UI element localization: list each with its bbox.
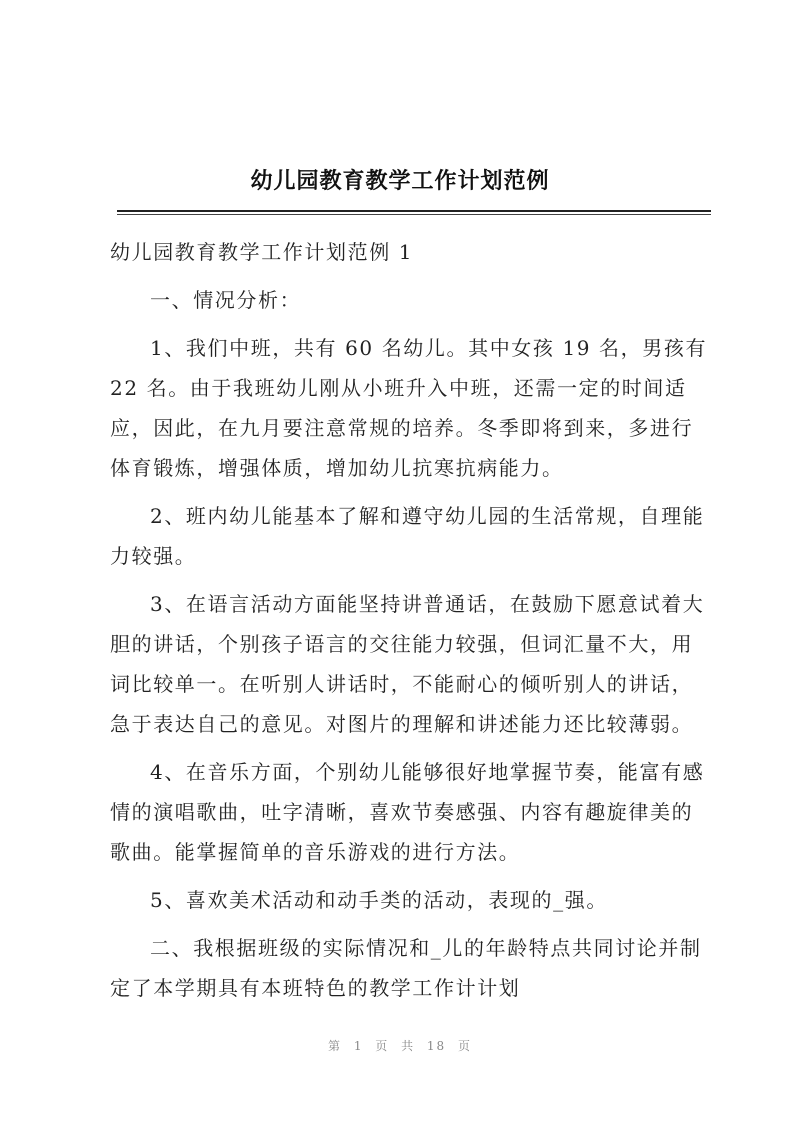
title-divider-thin	[117, 214, 711, 215]
document-body	[110, 232, 714, 1016]
paragraph-heading-situation: 一、情况分析：	[150, 288, 302, 312]
paragraph-4: 4、在音乐方面，个别幼儿能够很好地掌握节奏，能富有感情的演唱歌曲，吐字清晰，喜欢节奏感强、内容有趣旋律美的歌曲。能掌握简单的音乐游戏的进行方法。	[110, 760, 705, 864]
paragraph-2: 2、班内幼儿能基本了解和遵守幼儿园的生活常规，自理能力较强。	[110, 504, 705, 568]
paragraph-3: 3、在语言活动方面能坚持讲普通话，在鼓励下愿意试着大胆的讲话，个别孩子语言的交往能力较强，但词汇量不大，用词比较单一。在听别人讲话时，不能耐心的倾听别人的讲话，急于表达自己的意见。对图片的理解和讲述能力还比较薄弱。	[110, 592, 705, 736]
page-title: 幼儿园教育教学工作计划范例	[250, 168, 550, 194]
paragraph-5: 5、喜欢美术活动和动手类的活动，表现的_强。	[150, 888, 608, 912]
paragraph-heading-plan: 二、我根据班级的实际情况和_儿的年龄特点共同讨论并制定了本学期具有本班特色的教学工作计计划	[110, 936, 702, 1000]
page-number-footer: 第 1 页 共 18 页	[328, 1039, 472, 1053]
paragraph-1: 1、我们中班，共有 60 名幼儿。其中女孩 19 名，男孩有 22 名。由于我班幼儿刚从小班升入中班，还需一定的时间适应，因此，在九月要注意常规的培养。冬季即将到来，多进行体育锻炼，增强体质，增加幼儿抗寒抗病能力。	[110, 336, 708, 480]
section-subtitle: 幼儿园教育教学工作计划范例 1	[110, 240, 414, 264]
title-divider	[117, 210, 711, 212]
